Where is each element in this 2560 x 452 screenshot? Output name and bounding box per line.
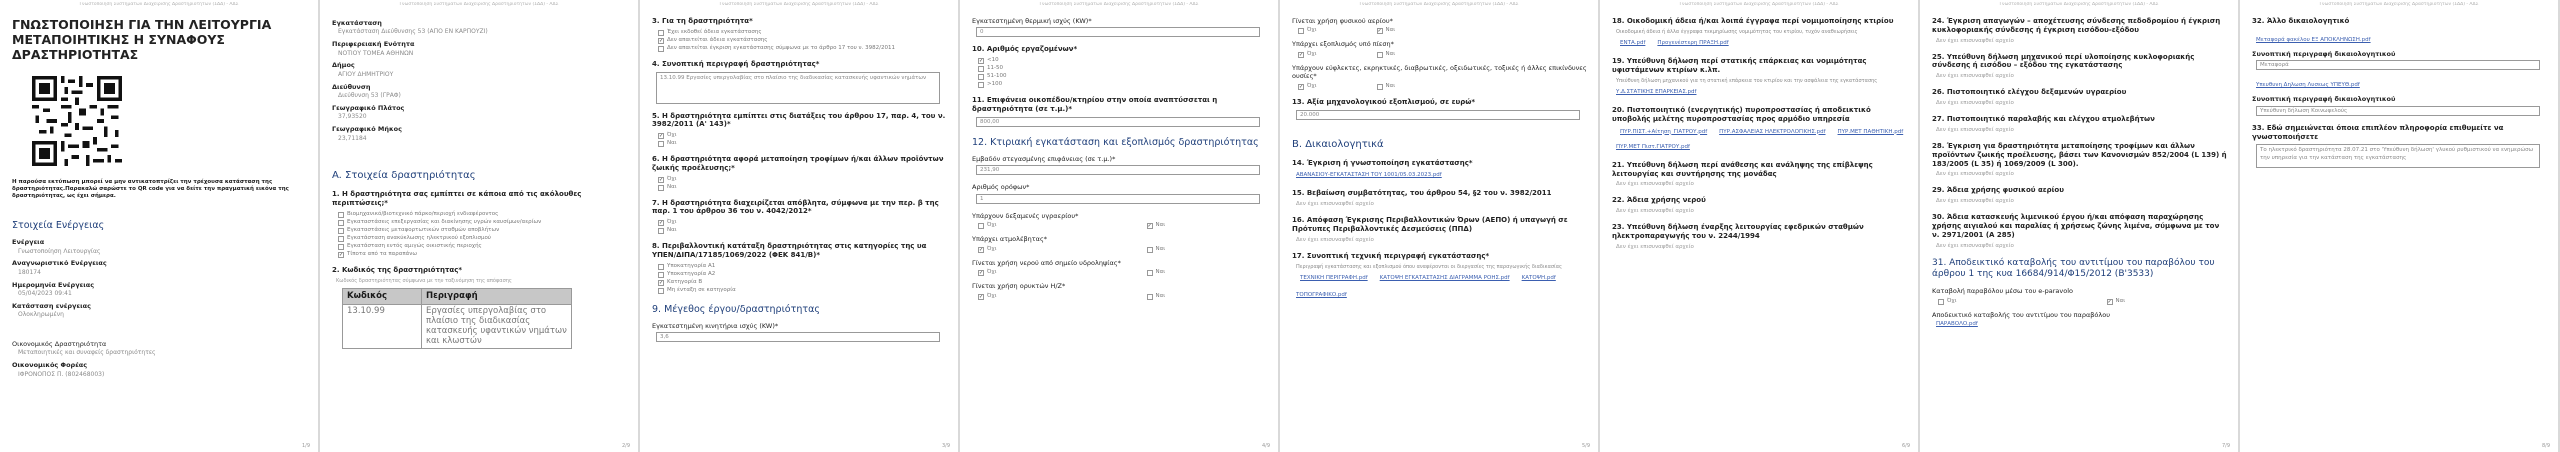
action-fields: [12, 238, 308, 319]
body-label: Οικονομικός Φορέας: [12, 361, 88, 370]
field-value: Διεύθυνση 53 (ΓΡΑΦ): [338, 92, 401, 100]
checkbox-option[interactable]: Ναι: [1147, 293, 1166, 300]
page-header: Γνωστοποίηση Συστημάτων Διαχείρισης Δραστηριοτήτων (ΣΔΔ) - ΑΔΣ: [1999, 2, 2159, 7]
attachment-links: [1616, 38, 1908, 49]
question: 20. Πιστοποιητικό (ενεργητικής) πυροπροστασίας ή αποδεικτικό υποβολής μελέτης πυροπροστασίας προς αρμόδιο υπηρεσία: [1612, 106, 1871, 123]
checkbox[interactable]: [338, 228, 344, 234]
field-label: Διεύθυνση: [332, 82, 371, 91]
question: 6. Η δραστηριότητα αφορά μεταποίηση τροφίμων ή/και άλλων προϊόντων ζωικής προέλευσης;*: [652, 155, 944, 172]
question: 26. Πιστοποιητικό ελέγχου δεξαμενών υγραερίου: [1932, 88, 2127, 97]
checkbox[interactable]: [658, 288, 664, 294]
table-cell-desc: Εργασίες υπεργολαβίας στο πλαίσιο της διαδικασίας κατασκευής υφαντικών νημάτων και κλωστών: [422, 305, 572, 349]
question: 29. Άδεια χρήσης φυσικού αερίου: [1932, 186, 2064, 195]
attachment-link[interactable]: ΠΥΡ.ΑΣΦΑΛΕΙΑΣ ΗΛΕΚΤΡΟΛΟΓΙΚΗΣ.pdf: [1719, 128, 1826, 135]
field-label: Γίνεται χρήση ορυκτών Η/Ζ*: [972, 282, 1066, 291]
attachment-link[interactable]: ΠΥΡ.ΠΙΣΤ.+Αίτηση_ΓΙΑΤΡΟΥ.pdf: [1620, 128, 1708, 135]
page-8: [2240, 0, 2558, 452]
attachment-link[interactable]: ΠΑΡΑΒΟΛΟ.pdf: [1936, 320, 1978, 327]
no-attachment-text: Δεν έχει επισυναφθεί αρχείο: [1936, 73, 2014, 80]
table-header: Περιγραφή: [422, 289, 572, 305]
checkbox-option[interactable]: ✓ Όχι: [659, 175, 677, 183]
section-heading: B. Δικαιολογητικά: [1292, 138, 1384, 150]
checkbox-option[interactable]: Υποκατηγορία Α2: [658, 271, 948, 278]
checkbox-option[interactable]: Όχι: [1938, 298, 1957, 305]
yes-no-group: [1298, 51, 1588, 58]
page-header: Γνωστοποίηση Συστημάτων Διαχείρισης Δραστηριοτήτων (ΣΔΔ) - ΑΔΣ: [1359, 2, 1519, 7]
section-heading: A. Στοιχεία δραστηριότητας: [332, 170, 476, 182]
question: 17. Συνοπτική τεχνική περιγραφή εγκατάστασης*: [1292, 251, 1490, 260]
page-2: [320, 0, 638, 452]
checkbox-option[interactable]: >100: [978, 81, 1268, 88]
checkbox-option[interactable]: Μη ένταξη σε κατηγορία: [658, 287, 948, 294]
checkbox[interactable]: [338, 212, 344, 218]
field-value: ΑΓΙΟΥ ΔΗΜΗΤΡΙΟΥ: [338, 70, 394, 78]
attachment-link[interactable]: ΠΥΡ.ΜΕΤ ΠΑΘΗΤΙΚΗ.pdf: [1837, 128, 1904, 135]
checkbox-checked[interactable]: ✓: [1147, 223, 1152, 230]
checkbox-option[interactable]: 11-50: [978, 65, 1268, 72]
summary-input[interactable]: Υπεύθυνη δήλωση Κοινωφελούς: [2256, 106, 2540, 116]
page-header: Γνωστοποίηση Συστημάτων Διαχείρισης Δραστηριοτήτων (ΣΔΔ) - ΑΔΣ: [1679, 2, 1839, 7]
question: 15. Βεβαίωση συμβατότητας, του άρθρου 54, §2 του ν. 3982/2011: [1292, 189, 1552, 198]
checkbox-option[interactable]: ✓ Δεν απαιτείται άδεια εγκατάστασης: [659, 36, 768, 44]
no-attachment-text: Δεν έχει επισυναφθεί αρχείο: [1936, 100, 2014, 107]
table-header: Κωδικός: [343, 289, 422, 305]
table-row: [343, 305, 572, 349]
field-value: Ολοκληρωμένη: [18, 311, 64, 319]
checkbox[interactable]: [978, 223, 984, 229]
question: 8. Περιβαλλοντική κατάταξη δραστηριότητας στις κατηγορίες της υα ΥΠΕΝ/ΔΙΠΑ/17185/1069/2022 (ΦΕΚ 841/Β)*: [652, 242, 927, 259]
field-label: Υπάρχει εξοπλισμός υπό πίεση*: [1292, 40, 1394, 49]
installed-power-input[interactable]: 3,6: [656, 332, 940, 342]
checkbox-option[interactable]: ✓ Ναι: [1147, 222, 1166, 230]
qr-code: [32, 76, 122, 166]
checkbox-option[interactable]: ✓ Όχι: [1299, 50, 1317, 58]
page-4: [960, 0, 1278, 452]
field-label: Περιφερειακή Ενότητα: [332, 40, 415, 49]
checkbox[interactable]: [1147, 294, 1153, 300]
checkbox-checked[interactable]: ✓: [659, 176, 664, 183]
yes-no-group: [978, 269, 1268, 276]
checkbox-option[interactable]: Ναι: [1147, 269, 1166, 276]
attachment-link[interactable]: Υ.Δ.ΣΤΑΤΙΚΗΣ ΕΠΑΡΚΕΙΑΣ.pdf: [1616, 88, 1697, 95]
checkbox-checked[interactable]: ✓: [659, 220, 664, 226]
covered-area-input[interactable]: 231,90: [976, 165, 1260, 175]
field-label: Κατάσταση ενέργειας: [12, 301, 91, 310]
page-number: 4/9: [1261, 442, 1270, 449]
description-text: Οικοδομική άδεια ή άλλα έγγραφα τεκμηρίωσης νομιμότητας του κτιρίου, τυχόν αναθεωρήσεις: [1616, 28, 1858, 35]
field-label: Ενέργεια: [12, 238, 45, 247]
yes-no-group: [1298, 83, 1588, 90]
checkbox-checked[interactable]: ✓: [659, 133, 664, 139]
question: 14. Έγκριση ή γνωστοποίηση εγκατάστασης*: [1292, 158, 1473, 167]
checkbox[interactable]: [1938, 299, 1944, 305]
checkbox-checked[interactable]: ✓: [1377, 28, 1382, 35]
page-number: 5/9: [1581, 442, 1590, 449]
checkbox[interactable]: [658, 228, 664, 234]
checkbox[interactable]: [978, 74, 984, 80]
checkbox-option[interactable]: ✓ Όχι: [979, 245, 997, 253]
section-heading: Στοιχεία Ενέργειας: [12, 219, 105, 231]
field-label: Γεωγραφικό Πλάτος: [332, 103, 405, 112]
question: 21. Υπεύθυνη δήλωση περί ανάθεσης και ανάληψης της επίβλεψης λειτουργίας και συντήρησης της μονάδας: [1612, 160, 1873, 178]
no-attachment-text: Δεν έχει επισυναφθεί αρχείο: [1936, 171, 2014, 178]
checkbox-option[interactable]: ✓ Κατηγορία Β: [659, 278, 703, 286]
checkbox-option[interactable]: Υποκατηγορία Α1: [658, 263, 948, 270]
attachment-link[interactable]: ΤΕΧΝΙΚΗ ΠΕΡΙΓΡΑΦΗ.pdf: [1300, 274, 1368, 281]
table-cell-code: 13.10.99: [343, 305, 422, 349]
page-header: Γνωστοποίηση Συστημάτων Διαχείρισης Δραστηριοτήτων (ΣΔΔ) - ΑΔΣ: [79, 2, 239, 7]
thermal-power-input[interactable]: 0: [976, 27, 1260, 37]
field-label: Καταβολή παραβόλου μέσω του e-paravolo: [1932, 287, 2073, 296]
field-label: Ημερομηνία Ενέργειας: [12, 280, 95, 289]
checkbox[interactable]: [658, 264, 664, 270]
page-header: Γνωστοποίηση Συστημάτων Διαχείρισης Δραστηριοτήτων (ΣΔΔ) - ΑΔΣ: [399, 2, 559, 7]
field-label: Εγκατεστημένη θερμική ισχύς (KW)*: [972, 17, 1092, 25]
checkbox[interactable]: [1147, 270, 1153, 276]
no-attachment-text: Δεν έχει επισυναφθεί αρχείο: [1616, 208, 1694, 215]
checkbox[interactable]: [338, 236, 344, 242]
no-attachment-text: Δεν έχει επισυναφθεί αρχείο: [1936, 242, 2014, 249]
checkbox-checked[interactable]: ✓: [659, 37, 664, 44]
attachment-links: [1296, 273, 1588, 284]
field-label: Εγκατεστημένη κινητήρια ισχύς (KW)*: [652, 321, 779, 330]
checkbox[interactable]: [1377, 84, 1383, 90]
checkbox[interactable]: [338, 244, 344, 250]
field-label: Συνοπτική περιγραφή δικαιολογητικού: [2252, 49, 2396, 58]
question: 30. Άδεια κατασκευής λιμενικού έργου ή/και απόφαση παραχώρησης χρήσης αιγιαλού και παραλίας ή χρήσεως ζώνης λιμένα, σύμφωνα με τον ν. 2971/2001 (Α 285): [1932, 213, 2220, 239]
plot-area-input[interactable]: 800,00: [976, 117, 1260, 127]
field-label: Γεωγραφικό Μήκος: [332, 125, 402, 134]
no-attachment-text: Δεν έχει επισυναφθεί αρχείο: [1936, 198, 2014, 205]
checkbox-checked[interactable]: ✓: [2107, 298, 2112, 305]
checkbox-option[interactable]: ✓ <10: [979, 57, 999, 65]
no-attachment-text: Δεν έχει επισυναφθεί αρχείο: [1296, 201, 1374, 208]
question: 28. Έγκριση για δραστηριότητα μεταποίησης τροφίμων και άλλων προϊόντων ζωικής προέλευσης, βάσει των Κανονισμών 852/2004 (L 139) ή 183/2005 (L 35) ή 1069/2009 (L 300).: [1932, 142, 2227, 168]
question: 11. Επιφάνεια οικοπέδου/κτηρίου στην οποία αναπτύσσεται η δραστηριότητα (σε τ.μ.)*: [972, 96, 1218, 113]
checkbox-option[interactable]: ✓ Ναι: [2107, 297, 2126, 305]
description-textarea[interactable]: 13.10.99 Εργασίες υπεργολαβίας στο πλαίσιο της διαδικασίας κατασκευής υφαντικών νημάτων: [656, 72, 940, 104]
field-label: Συνοπτική περιγραφή δικαιολογητικού: [2252, 95, 2396, 104]
field-label: Αριθμός ορόφων*: [972, 183, 1030, 192]
question: 10. Αριθμός εργαζομένων*: [972, 45, 1078, 54]
section-heading: 9. Μέγεθος έργου/δραστηριότητας: [652, 303, 820, 315]
question: 13. Αξία μηχανολογικού εξοπλισμού, σε ευρώ*: [1292, 97, 1476, 106]
checkbox-option[interactable]: Εγκαταστάσεις μεταφορτωτικών σταθμών αποβλήτων: [338, 227, 628, 234]
page-6: [1600, 0, 1918, 452]
checkbox-checked[interactable]: ✓: [659, 279, 664, 286]
attachment-link[interactable]: ΑΒΑΝΑΣΙΟΥ-ΕΓΚΑΤΑΣΤΑΣΗ ΤΟΥ 1001/05.03.2023.pdf: [1296, 172, 1442, 179]
checkbox-option[interactable]: ✓ Όχι: [1299, 82, 1317, 90]
field-label: Δήμος: [332, 61, 355, 70]
checkbox-option[interactable]: ✓ Ναι: [1377, 27, 1396, 35]
equipment-value-input[interactable]: 20.000: [1296, 110, 1580, 120]
question: 25. Υπεύθυνη δήλωση μηχανικού περί υλοποίησης κυκλοφοριακής σύνδεσης ή εισόδου – εξόδου της εγκατάστασης: [1932, 52, 2195, 70]
checkbox[interactable]: [1298, 28, 1304, 34]
checkbox[interactable]: [658, 46, 664, 52]
question: 7. Η δραστηριότητα διαχειρίζεται απόβλητα, σύμφωνα με την περ. β της παρ. 1 του άρθρου 36 του ν. 4042/2012*: [652, 198, 939, 216]
checkbox-checked[interactable]: ✓: [979, 270, 984, 277]
checkbox-option[interactable]: ✓ Όχι: [979, 292, 997, 300]
section-heading: 31. Αποδεικτικό καταβολής του αντιτίμου του παραβόλου του άρθρου 1 της κυα 16684/914/Φ15/2012 (Β'3533): [1932, 257, 2215, 280]
question: 33. Εδώ σημειώνεται όποια επιπλέον πληροφορία επιθυμείτε να γνωστοποιήσετε: [2252, 123, 2504, 141]
checkbox-checked[interactable]: ✓: [979, 246, 984, 253]
document-title: ΓΝΩΣΤΟΠΟΙΗΣΗ ΓΙΑ ΤΗΝ ΛΕΙΤΟΥΡΓΙΑ ΜΕΤΑΠΟΙΗΤΙΚΗΣ Η ΣΥΝΑΦΟΥΣ ΔΡΑΣΤΗΡΙΟΤΗΤΑΣ: [12, 17, 272, 62]
checkbox[interactable]: [978, 82, 984, 88]
question: 32. Άλλο δικαιολογητικό: [2252, 17, 2350, 25]
checkbox-checked[interactable]: ✓: [979, 58, 984, 65]
checkbox-checked[interactable]: ✓: [1299, 51, 1304, 58]
question: 1. Η δραστηριότητα σας εμπίπτει σε κάποια από τις ακόλουθες περιπτώσεις;*: [332, 190, 582, 208]
checkbox-option[interactable]: Δεν απαιτείται έγκριση εγκατάστασης σύμφωνα με το άρθρο 17 του ν. 3982/2011: [658, 45, 948, 52]
checkbox[interactable]: [658, 141, 664, 147]
checkbox-option[interactable]: Ναι: [1147, 246, 1166, 253]
no-attachment-text: Δεν έχει επισυναφθεί αρχείο: [1936, 37, 2014, 44]
page-5: [1280, 0, 1598, 452]
checkbox-option[interactable]: ✓ Τίποτα από τα παραπάνω: [339, 250, 417, 258]
question: 24. Έγκριση απαγωγών – αποχέτευσης σύνδεσης πεδοδρομίου ή έγκριση κυκλοφοριακής σύνδεσης ή έγκριση εισόδου-εξόδου: [1932, 17, 2221, 34]
field-value: 23,71184: [338, 134, 367, 142]
body-value: ΙΦΡΟΝΟΠΟΣ Π. (802468003): [18, 370, 105, 378]
yes-no-group: [1298, 27, 1588, 34]
no-attachment-text: Δεν έχει επισυναφθεί αρχείο: [1616, 181, 1694, 188]
question: 23. Υπεύθυνη δήλωση έναρξης λειτουργίας εφεδρικών σταθμών ηλεκτροπαραγωγής του ν. 2244/1994: [1612, 223, 1864, 241]
checkbox-checked[interactable]: ✓: [339, 251, 344, 258]
checkbox-option[interactable]: Ναι: [658, 184, 948, 191]
checkbox-option[interactable]: Ναι: [658, 140, 948, 147]
attachment-link[interactable]: ΠΥΡ.ΜΕΤ Πιστ.ΓΙΑΤΡΟΥ.pdf: [1616, 143, 1690, 150]
page-number: 7/9: [2221, 442, 2230, 449]
question: 22. Άδεια χρήσης νερού: [1612, 196, 1706, 205]
checkbox-option[interactable]: 51-100: [978, 73, 1268, 80]
no-attachment-text: Δεν έχει επισυναφθεί αρχείο: [1296, 236, 1374, 243]
yes-no-group: [978, 246, 1268, 253]
qr-note: Η παρούσα εκτύπωση μπορεί να μην αντικατοπτρίζει την τρέχουσα κατάσταση της δραστηριότητας.Παρακαλώ σαρώστε το QR code για να δείτε την πραγματική εικόνα της δραστηριότητας, ως έχει σήμερα.: [12, 179, 289, 199]
checkbox-option[interactable]: Όχι: [978, 222, 997, 229]
checkbox-option[interactable]: Έχει εκδοθεί άδεια εγκατάστασης: [658, 29, 948, 36]
attachment-link[interactable]: ΚΑΤΟΨΗ ΕΓΚΑΤΑΣΤΑΣΗΣ ΔΙΑΓΡΑΜΜΑ ΡΟΗΣ.pdf: [1379, 274, 1510, 281]
checkbox-option[interactable]: ✓ Όχι: [659, 132, 677, 139]
question: 27. Πιστοποιητικό παραλαβής και ελέγχου ατμολεβήτων: [1932, 115, 2155, 124]
summary-input[interactable]: Μεταφορά: [2256, 60, 2540, 70]
checkbox-option[interactable]: Ναι: [1377, 83, 1396, 90]
page-number: 1/9: [301, 442, 310, 449]
field-label: Εγκατάσταση: [332, 19, 382, 27]
checkbox[interactable]: [658, 30, 664, 36]
checkbox-option[interactable]: ✓ Όχι: [659, 219, 677, 226]
yes-no-group: [978, 222, 1268, 229]
question: 2. Κωδικός της δραστηριότητας*: [332, 265, 463, 274]
question: 3. Για τη δραστηριότητα*: [652, 17, 753, 25]
page-3: [640, 0, 958, 452]
field-value: 05/04/2023 09:41: [18, 289, 72, 297]
question: 19. Υπεύθυνη δήλωση περί στατικής επάρκειας και νομιμότητας υφιστάμενων κτιρίων κ.λπ.: [1612, 57, 1867, 74]
checkbox[interactable]: [978, 66, 984, 72]
checkbox[interactable]: [658, 185, 664, 191]
field-value: Γνωστοποίηση Λειτουργίας: [18, 247, 101, 255]
question: 16. Απόφαση Έγκρισης Περιβαλλοντικών Όρων (ΑΕΠΟ) ή υπαγωγή σε Πρότυπες Περιβαλλοντικές Δεσμεύσεις (ΠΠΔ): [1292, 216, 1568, 234]
page-number: 8/9: [2541, 442, 2550, 449]
checkbox-option[interactable]: ✓ Όχι: [979, 269, 997, 277]
checkbox-option[interactable]: Βιομηχανικό/βιοτεχνικό πάρκο/περιοχή ενδιαφέροντος: [338, 211, 628, 218]
floors-input[interactable]: 1: [976, 194, 1260, 204]
attachment-link[interactable]: ΚΑΤΟΨΗ.pdf: [1521, 274, 1556, 281]
checkbox-option[interactable]: Ναι: [1377, 51, 1396, 58]
yes-no-group: [1938, 298, 2228, 305]
question: 4. Συνοπτική περιγραφή δραστηριότητας*: [652, 59, 820, 68]
activity-value: Μεταποιητικές και συναφείς δραστηριότητες: [18, 349, 156, 357]
checkbox-option[interactable]: Εγκατάσταση εντός αμιγώς οικιστικής περιοχής: [338, 243, 628, 250]
checkbox-checked[interactable]: ✓: [979, 293, 984, 300]
field-value: ΝΟΤΙΟΥ ΤΟΜΕΑ ΑΘΗΝΩΝ: [338, 49, 414, 57]
checkbox[interactable]: [1377, 52, 1383, 58]
extra-info-textarea[interactable]: Το ηλεκτρικό δραστηριότητα 28.07.21 στο 'Υπεύθυνη δήλωση' γλυκού ρυθμιστικού να ενημερώσω την υπηρεσία για την κατάσταση της εγκατάστασης: [2256, 144, 2540, 168]
description-text: Υπεύθυνη δήλωση μηχανικού για τη στατική επάρκεια του κτιρίου και την ασφάλεια της εγκατάστασης: [1616, 77, 1878, 84]
field-label: Γίνεται χρήση νερού από σημείο υδροληψίας*: [972, 258, 1121, 267]
question: 18. Οικοδομική άδεια ή/και λοιπά έγγραφα περί νομιμοποίησης κτιρίου: [1612, 17, 1894, 25]
attachment-links: [1616, 127, 1908, 138]
page-number: 3/9: [941, 442, 950, 449]
attachment-link[interactable]: ΕΝΤΑ.pdf: [1620, 40, 1646, 46]
page-1: [0, 0, 318, 452]
attachment-link[interactable]: Μεταφορά φακέλου ΕΞ ΑΠΟΚΛΗΝΩΣΗ.pdf: [2256, 36, 2371, 43]
page-number: 2/9: [621, 442, 630, 449]
page-7: [1920, 0, 2238, 452]
activity-label: Οικονομικός Δραστηριότητα: [12, 340, 107, 348]
attachment-link[interactable]: Προγενέστερη ΠΡΑΞΗ.pdf: [1657, 40, 1729, 46]
checkbox-checked[interactable]: ✓: [1299, 83, 1304, 90]
hint: Κωδικός δραστηριότητας σύμφωνα με την ταξινόμηση της απόφασης: [336, 277, 512, 284]
field-label: Εμβαδόν στεγασμένης επιφάνειας (σε τ.μ.)*: [972, 155, 1116, 164]
field-value: 180174: [18, 268, 41, 276]
page-header: Γνωστοποίηση Συστημάτων Διαχείρισης Δραστηριοτήτων (ΣΔΔ) - ΑΔΣ: [719, 2, 879, 7]
attachment-link[interactable]: ΤΟΠΟΓΡΑΦΙΚΟ.pdf: [1296, 292, 1347, 299]
checkbox-option[interactable]: Ναι: [658, 227, 948, 234]
page-header: Γνωστοποίηση Συστημάτων Διαχείρισης Δραστηριοτήτων (ΣΔΔ) - ΑΔΣ: [1039, 2, 1199, 7]
no-attachment-text: Δεν έχει επισυναφθεί αρχείο: [1616, 243, 1694, 250]
field-value: 37,93520: [338, 113, 367, 121]
field-value: Εγκατάσταση Διεύθυνσης 53 (ΑΠΟ ΕΝ ΚΑΡΠΟΥΖΙ): [338, 28, 488, 36]
checkbox-option[interactable]: Όχι: [1298, 27, 1317, 34]
yes-no-group: [978, 293, 1268, 300]
page-number: 6/9: [1901, 442, 1910, 449]
section-heading: 12. Κτιριακή εγκατάσταση και εξοπλισμός δραστηριότητας: [972, 136, 1259, 148]
checkbox-option[interactable]: Εγκαταστάσεις επεξεργασίας και διακίνησης υγρών καυσίμων/αερίων: [338, 219, 628, 226]
attachment-link[interactable]: Υπευθυνη Δηλωση Λυσεως ΥΠΕΥΘ.pdf: [2256, 82, 2360, 89]
field-label: Αποδεικτικό καταβολής του αντιτίμου του παραβόλου: [1932, 310, 2110, 319]
field-label: Υπάρχει ατμολέβητας*: [972, 235, 1048, 244]
checkbox-option[interactable]: Εγκατάσταση ανακύκλωσης ηλεκτρικού εξοπλισμού: [338, 235, 628, 242]
activity-code-table: [342, 288, 572, 349]
field-label: Γίνεται χρήση φυσικού αερίου*: [1292, 17, 1393, 25]
description-text: Περιγραφή εγκατάστασης και εξοπλισμού όπου αναφέρονται οι διεργασίες της παραγωγικής διαδικασίας: [1296, 263, 1562, 270]
no-attachment-text: Δεν έχει επισυναφθεί αρχείο: [1936, 126, 2014, 133]
checkbox[interactable]: [658, 272, 664, 278]
checkbox[interactable]: [338, 220, 344, 226]
checkbox[interactable]: [1147, 247, 1153, 253]
field-label: Υπάρχουν δεξαμενές υγραερίου*: [972, 211, 1079, 220]
question: 5. Η δραστηριότητα εμπίπτει στις διατάξεις του άρθρου 17, παρ. 4, του ν. 3982/2011 (Α' 143)*: [652, 111, 946, 129]
field-label: Υπάρχουν εύφλεκτες, εκρηκτικές, διαβρωτικές, οξειδωτικές, τοξικές ή άλλες επικίνδυνες ουσίες*: [1292, 63, 1587, 81]
page-header: Γνωστοποίηση Συστημάτων Διαχείρισης Δραστηριοτήτων (ΣΔΔ) - ΑΔΣ: [2319, 2, 2479, 7]
field-label: Αναγνωριστικό Ενέργειας: [12, 259, 107, 268]
